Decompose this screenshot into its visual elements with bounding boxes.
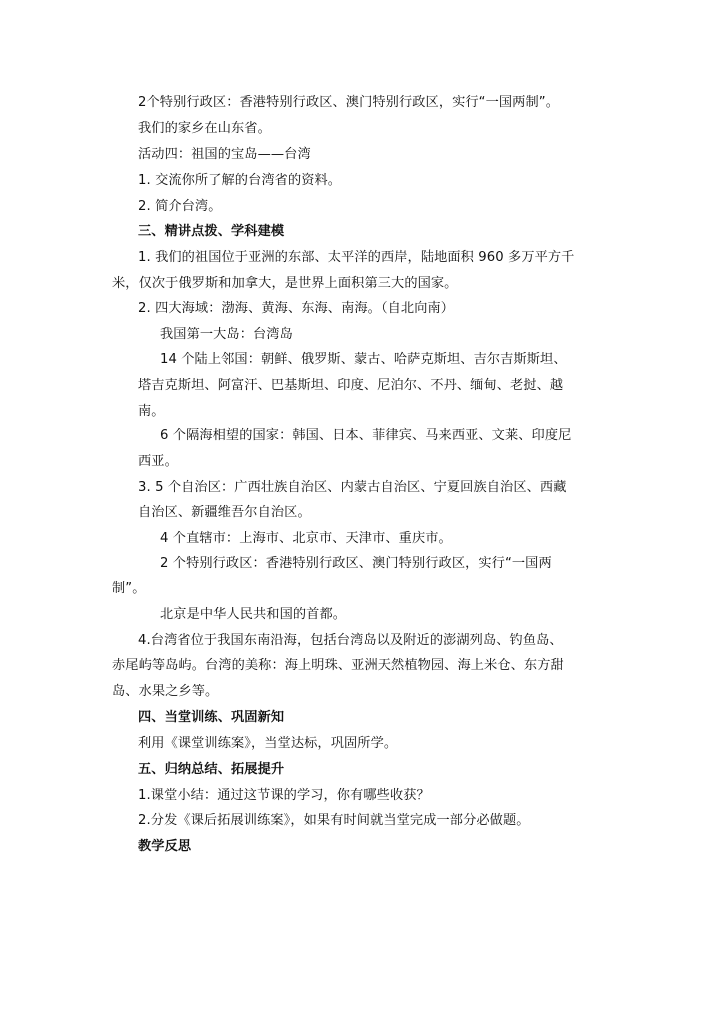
text-line-sea-neighbors-cont: 西亚。 [138,454,178,469]
text-line-special-regions-2: 2 个特别行政区：香港特别行政区、澳门特别行政区，实行“一国两 [160,556,552,571]
text-line-hometown: 我们的家乡在山东省。 [138,121,271,136]
text-line-sea-neighbors: 6 个隔海相望的国家：韩国、日本、菲律宾、马来西亚、文莱、印度尼 [160,428,572,443]
text-line-introduce-taiwan: 2. 简介台湾。 [138,199,222,214]
text-line-summary: 1.课堂小结：通过这节课的学习，你有哪些收获？ [138,788,430,803]
text-line-exchange-info: 1. 交流你所了解的台湾省的资料。 [138,173,342,188]
text-line-special-regions: 2个特别行政区：香港特别行政区、澳门特别行政区，实行“一国两制”。 [138,95,559,110]
text-line-activity-four: 活动四：祖国的宝岛——台湾 [138,147,311,162]
section-heading-five: 五、归纳总结、拓展提升 [138,762,285,777]
text-line-municipalities: 4 个直辖市：上海市、北京市、天津市、重庆市。 [160,531,452,546]
text-line-capital: 北京是中华人民共和国的首都。 [160,607,347,622]
text-line-special-regions-2-cont: 制”。 [112,581,146,596]
text-line-taiwan-location: 4.台湾省位于我国东南沿海，包括台湾岛以及附近的澎湖列岛、钓鱼岛、 [138,633,563,648]
text-line-land-neighbors: 14 个陆上邻国：朝鲜、俄罗斯、蒙古、哈萨克斯坦、吉尔吉斯斯坦、 [160,352,567,367]
text-line-location: 1. 我们的祖国位于亚洲的东部、太平洋的西岸，陆地面积 960 多万平方千 [138,250,575,265]
text-line-largest-island: 我国第一大岛：台湾岛 [160,327,293,342]
text-line-location-cont: 米，仅次于俄罗斯和加拿大，是世界上面积第三大的国家。 [112,276,458,291]
text-line-land-neighbors-cont: 塔吉克斯坦、阿富汗、巴基斯坦、印度、尼泊尔、不丹、缅甸、老挝、越 [138,378,564,393]
text-line-extension: 2.分发《课后拓展训练案》，如果有时间就当堂完成一部分必做题。 [138,813,530,828]
text-line-taiwan-location-end: 岛、水果之乡等。 [112,684,219,699]
text-line-four-seas: 2. 四大海域：渤海、黄海、东海、南海。（自北向南） [138,301,455,316]
text-line-autonomous-regions: 3. 5 个自治区：广西壮族自治区、内蒙古自治区、宁夏回族自治区、西藏 [138,480,567,495]
section-heading-three: 三、精讲点拨、学科建模 [138,224,285,239]
section-heading-four: 四、当堂训练、巩固新知 [138,710,285,725]
text-line-autonomous-regions-cont: 自治区、新疆维吾尔自治区。 [138,505,311,520]
text-line-land-neighbors-end: 南。 [138,404,165,419]
section-heading-reflection: 教学反思 [138,839,192,854]
text-line-classroom-training: 利用《课堂训练案》，当堂达标，巩固所学。 [138,736,398,751]
text-line-taiwan-location-cont: 赤尾屿等岛屿。台湾的美称：海上明珠、亚洲天然植物园、海上米仓、东方甜 [112,658,564,673]
